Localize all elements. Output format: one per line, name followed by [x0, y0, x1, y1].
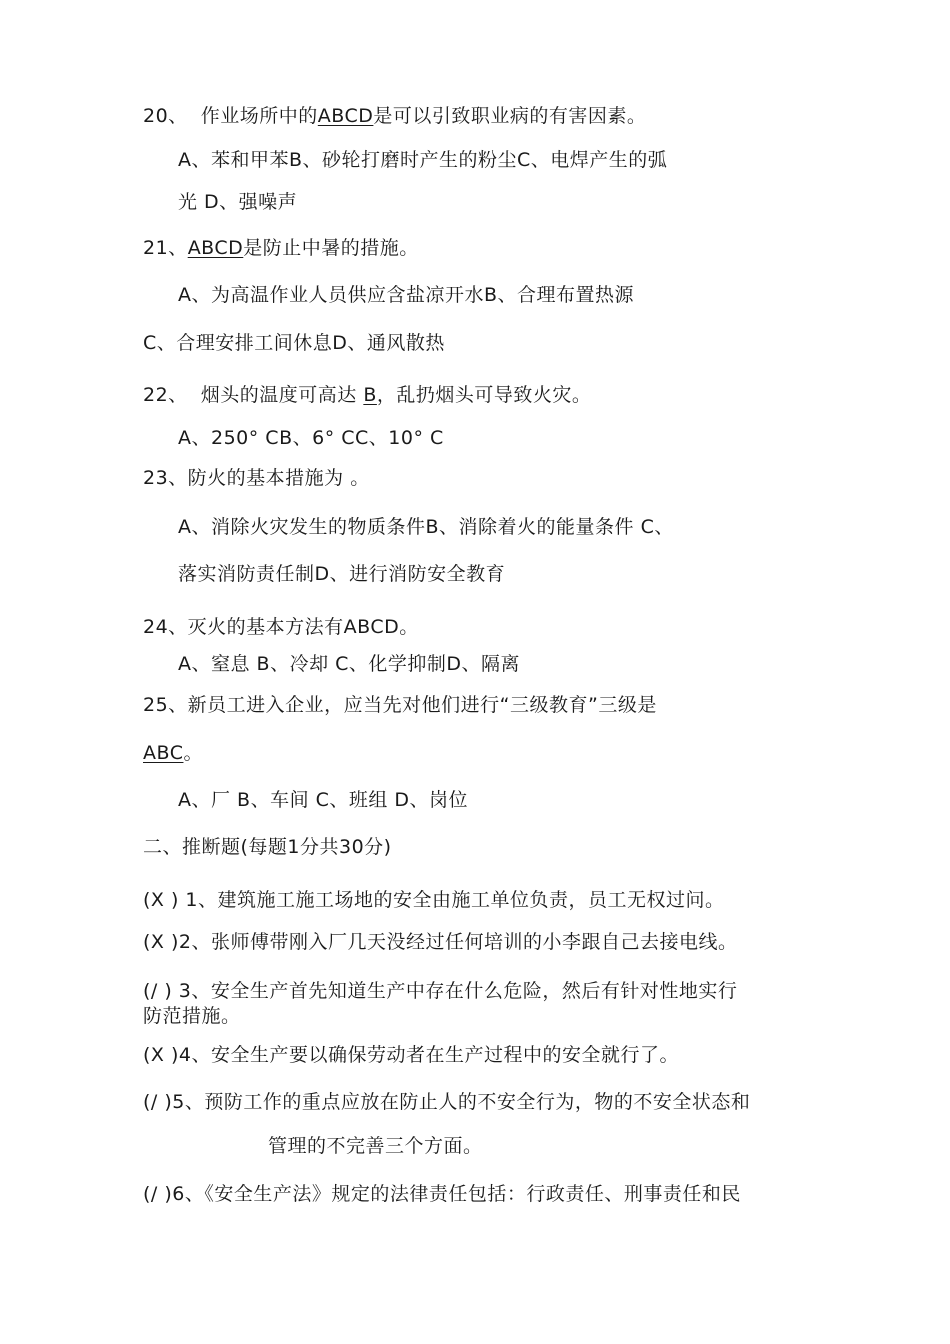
q21-answer: ABCD — [187, 237, 244, 259]
tf-item-2: (X )2、张师傅带刚入厂几天没经过任何培训的小李跟自己去接电线。 — [143, 931, 738, 953]
q25-options-line1: A、厂 B、车间 C、班组 D、岗位 — [178, 789, 469, 811]
q23-stem: 23、防火的基本措施为 。 — [143, 467, 370, 489]
tf-item-5-line1: (/ )5、预防工作的重点应放在防止人的不安全行为，物的不安全状态和 — [143, 1091, 751, 1113]
tf-item-6: (/ )6、《安全生产法》规定的法律责任包括：行政责任、刑事责任和民 — [143, 1183, 741, 1205]
q24-options-line1: A、窒息 B、冷却 C、化学抑制D、隔离 — [178, 653, 521, 675]
q22-number: 22、 — [143, 384, 188, 406]
tf-item-3-line2: 防范措施。 — [143, 1005, 241, 1027]
q22-answer: B — [363, 384, 377, 406]
section-heading-true-false: 二、推断题(每题1分共30分) — [143, 836, 392, 858]
q22-options-line1: A、250° CB、6° CC、10° C — [178, 427, 444, 449]
q22-stem — [143, 383, 591, 407]
q20-number: 20、 — [143, 105, 188, 127]
q21-options-line2: C、合理安排工间休息D、通风散热 — [143, 332, 445, 354]
q24-stem: 24、灭火的基本方法有ABCD。 — [143, 616, 419, 638]
q25-stem: 25、新员工进入企业，应当先对他们进行“三级教育”三级是 — [143, 694, 657, 716]
q20-options-line2: 光 D、强噪声 — [178, 191, 298, 213]
tf-item-1: (X ) 1、建筑施工施工场地的安全由施工单位负责，员工无权过问。 — [143, 889, 725, 911]
q20-answer: ABCD — [317, 105, 374, 127]
q25-answer: ABC — [143, 742, 184, 764]
tf-item-5-line2: 管理的不完善三个方面。 — [268, 1135, 483, 1157]
tf-item-3-line1: (/ ) 3、安全生产首先知道生产中存在什么危险，然后有针对性地实行 — [143, 980, 738, 1002]
q23-options-line1: A、消除火灾发生的物质条件B、消除着火的能量条件 C、 — [178, 516, 674, 538]
q21-stem — [143, 236, 419, 260]
q20-stem — [143, 104, 646, 128]
tf-item-4: (X )4、安全生产要以确保劳动者在生产过程中的安全就行了。 — [143, 1044, 679, 1066]
q25-answer-line — [143, 741, 203, 765]
q23-options-line2: 落实消防责任制D、进行消防安全教育 — [178, 563, 506, 585]
q20-options-line1: A、苯和甲苯B、砂轮打磨时产生的粉尘C、电焊产生的弧 — [178, 149, 668, 171]
q20-post: 是可以引致职业病的有害因素。 — [373, 105, 647, 127]
q22-pre: 烟头的温度可高达 — [200, 384, 357, 406]
q25-answer-suffix: 。 — [183, 742, 203, 764]
q22-post: ，乱扔烟头可导致火灾。 — [376, 384, 592, 406]
q21-number: 21、 — [143, 237, 188, 259]
q21-options-line1: A、为高温作业人员供应含盐凉开水B、合理布置热源 — [178, 284, 635, 306]
q20-pre: 作业场所中的 — [200, 105, 318, 127]
q21-post: 是防止中暑的措施。 — [243, 237, 419, 259]
